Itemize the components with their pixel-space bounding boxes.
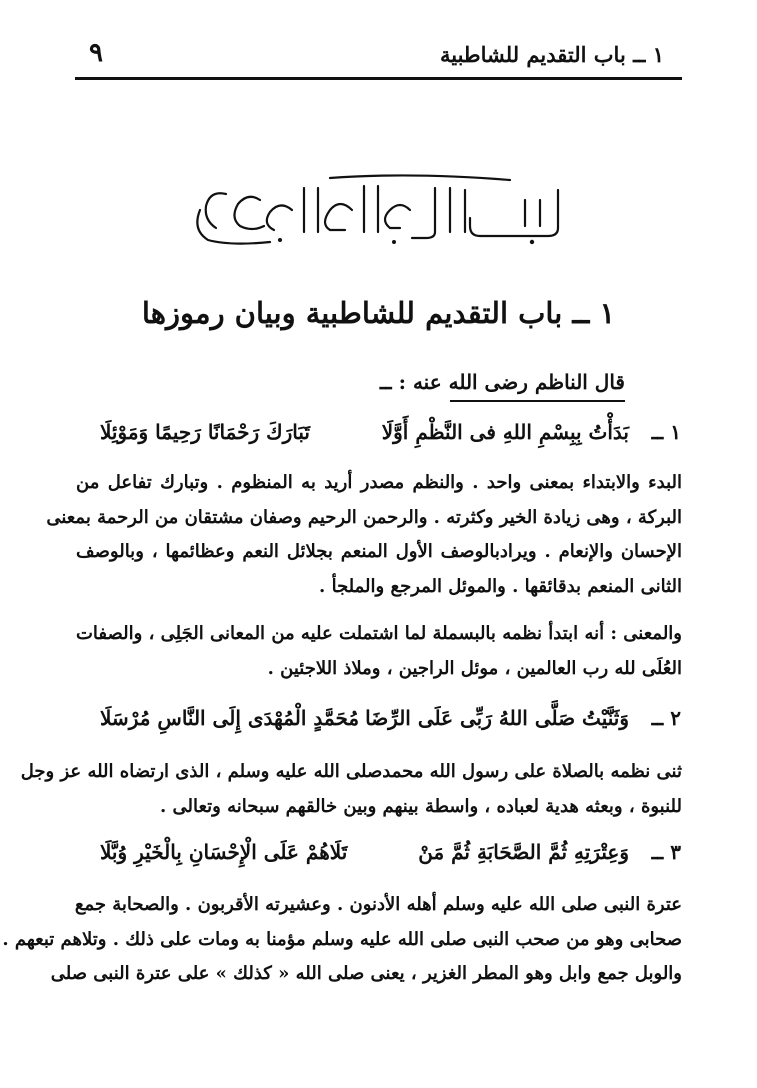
- text-line: البركة ، وهى زيادة الخير وكثرته . والرحمن الرحيم وصفان مشتقان من الرحمة بمعنى: [46, 506, 682, 528]
- text-line: الإحسان والإنعام . ويرادبالوصف الأول المنعم بجلائل النعم وعظائمها ، وبالوصف: [76, 541, 682, 562]
- text-line: البدء والابتداء بمعنى واحد . والنظم مصدر أريد به المنظوم . وتبارك تفاعل من: [76, 472, 682, 493]
- chapter-title: ١ ــ باب التقديم للشاطبية وبيان رموزها: [141, 296, 616, 330]
- running-header: [75, 38, 682, 78]
- basmala-calligraphy: [180, 170, 580, 250]
- verse-number: ٣ ــ: [651, 840, 681, 864]
- verse-2: [100, 706, 681, 740]
- verse-first-hemistich: وَثَنَّيْتُ صَلَّى اللهُ رَبِّى عَلَى الرِّضَا: [365, 706, 629, 730]
- commentary-paragraph-4: [2, 888, 682, 992]
- verse-second-hemistich: مُحَمَّدٍ الْمُهْدَى إِلَى النَّاسِ مُرْسَلَا: [100, 706, 360, 730]
- intro-underline: [450, 400, 625, 402]
- text-line: والمعنى : أنه ابتدأ نظمه بالبسملة لما اشتملت عليه من المعانى الجَلِى ، والصفات: [75, 623, 682, 644]
- text-line: والوبل جمع وابل وهو المطر الغزير ، يعنى صلى الله « كذلك » على عترة النبى صلى: [50, 963, 682, 984]
- verse-1: [100, 420, 681, 454]
- text-line: العُلَى لله رب العالمين ، موئل الراجين ، وملاذ اللاجئين .: [267, 657, 682, 679]
- commentary-paragraph-3: [20, 755, 682, 824]
- verse-number: ١ ــ: [651, 420, 681, 444]
- text-line: عترة النبى صلى الله عليه وسلم أهله الأدنون . وعشيرته الأقربون . والصحابة جمع: [74, 894, 682, 915]
- verse-3: [100, 840, 681, 874]
- running-header-chapter: ١ ــ باب التقديم للشاطبية: [439, 42, 664, 67]
- page-number: ٩: [89, 38, 103, 68]
- intro-line: قال الناظم رضى الله عنه : ــ: [379, 370, 625, 394]
- text-line: للنبوة ، وبعثه هدية لعباده ، واسطة بينهم وبين خالقهم سبحانه وتعالى .: [159, 795, 682, 817]
- basmala-calligraphy-drawing: [180, 170, 580, 250]
- verse-second-hemistich: تَلَاهُمْ عَلَى الْإِحْسَانِ بِالْخَيْرِ وُبَّلَا: [100, 840, 348, 864]
- text-line: الثانى المنعم بدقائقها . والموئل المرجع والملجأ .: [319, 575, 682, 597]
- verse-number: ٢ ــ: [651, 706, 681, 730]
- verse-second-hemistich: تَبَارَكَ رَحْمَانًا رَحِيمًا وَمَوْئِلَا: [100, 420, 310, 444]
- text-line: ثنى نظمه بالصلاة على رسول الله محمدصلى الله عليه وسلم ، الذى ارتضاه الله عز وجل: [20, 761, 682, 782]
- commentary-paragraph-1: [46, 466, 682, 604]
- text-line: صحابى وهو من صحب النبى صلى الله عليه وسلم مؤمنا به ومات على ذلك . وتلاهم تبعهم .: [2, 928, 682, 950]
- verse-first-hemistich: وَعِتْرَتِهِ ثُمَّ الصَّحَابَةِ ثُمَّ مَنْ: [418, 840, 629, 864]
- verse-first-hemistich: بَدَأْتُ بِبِسْمِ اللهِ فى النَّظْمِ أَوَّلَا: [381, 420, 629, 444]
- header-rule: [75, 77, 682, 80]
- commentary-paragraph-2: [76, 617, 682, 686]
